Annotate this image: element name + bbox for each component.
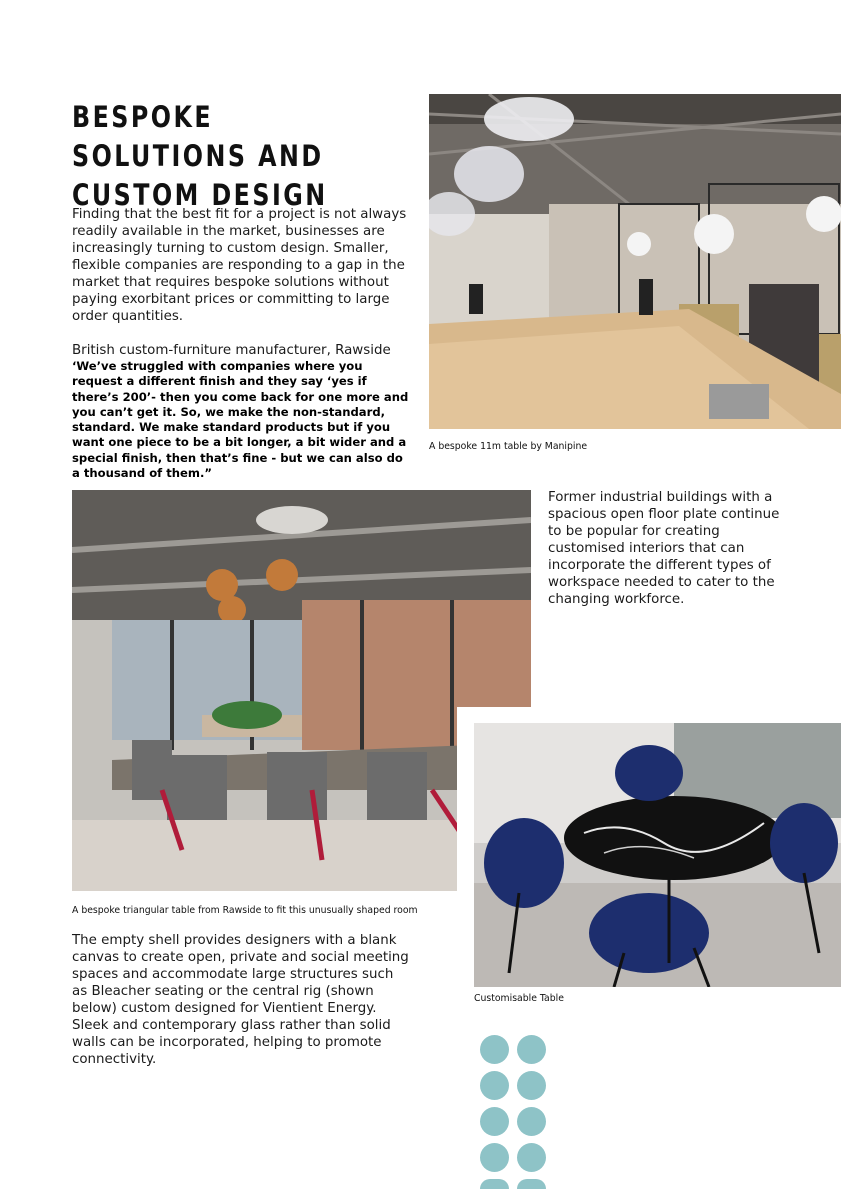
industrial-paragraph: Former industrial buildings with a spacious open floor plate continue to be popular for creating customised interiors that can incorporate the different types of workspace needed to cater to the changing workforce.	[548, 490, 780, 607]
decorative-dot	[517, 1071, 546, 1100]
decorative-dot	[517, 1035, 546, 1064]
marble-table-caption: Customisable Table	[474, 993, 564, 1004]
meeting-room-caption: A bespoke triangular table from Rawside to fit this unusually shaped room	[72, 905, 418, 916]
marble-table-photo	[474, 723, 841, 987]
rawside-quote: ‘We’ve struggled with companies where you request a different finish and they say ‘yes if there’s 200’- then you come back for one more and you can’t get it. So, we make the non-standard, standard. We make standard products but if you want one piece to be a bit longer, a bit wider and a special finish, then that’s fine - but we can also do a thousand of them.”	[72, 359, 409, 481]
intro-paragraph: Finding that the best fit for a project is not always readily available in the market, businesses are increasingly turning to custom design. Smaller, flexible companies are responding to a gap in the market that requires bespoke solutions without paying exorbitant prices or committing to large order quantities.	[72, 207, 407, 324]
office-long-table-photo	[429, 94, 841, 429]
rawside-lead: British custom-furniture manufacturer, Rawside	[72, 343, 391, 358]
office-table-caption: A bespoke 11m table by Manipine	[429, 441, 588, 452]
decorative-dot	[480, 1035, 509, 1064]
decorative-dot	[480, 1071, 509, 1100]
decorative-dot	[480, 1107, 509, 1136]
decorative-dot	[517, 1143, 546, 1172]
empty-shell-paragraph: The empty shell provides designers with a blank canvas to create open, private and social meeting spaces and accommodate large structures such as Bleacher seating or the central rig (shown below) custom designed for Vientient Energy. Sleek and contemporary glass rather than solid walls can be incorporated, helping to promote connectivity.	[72, 933, 409, 1067]
decorative-dot	[517, 1107, 546, 1136]
page-title-line-2: CUSTOM DESIGN	[72, 178, 328, 212]
rawside-paragraph	[72, 342, 412, 481]
decorative-dot	[517, 1179, 546, 1189]
decorative-dot	[480, 1179, 509, 1189]
decorative-dot	[480, 1143, 509, 1172]
page-title	[72, 98, 351, 215]
page-title-line-1: BESPOKE SOLUTIONS AND	[72, 100, 324, 173]
